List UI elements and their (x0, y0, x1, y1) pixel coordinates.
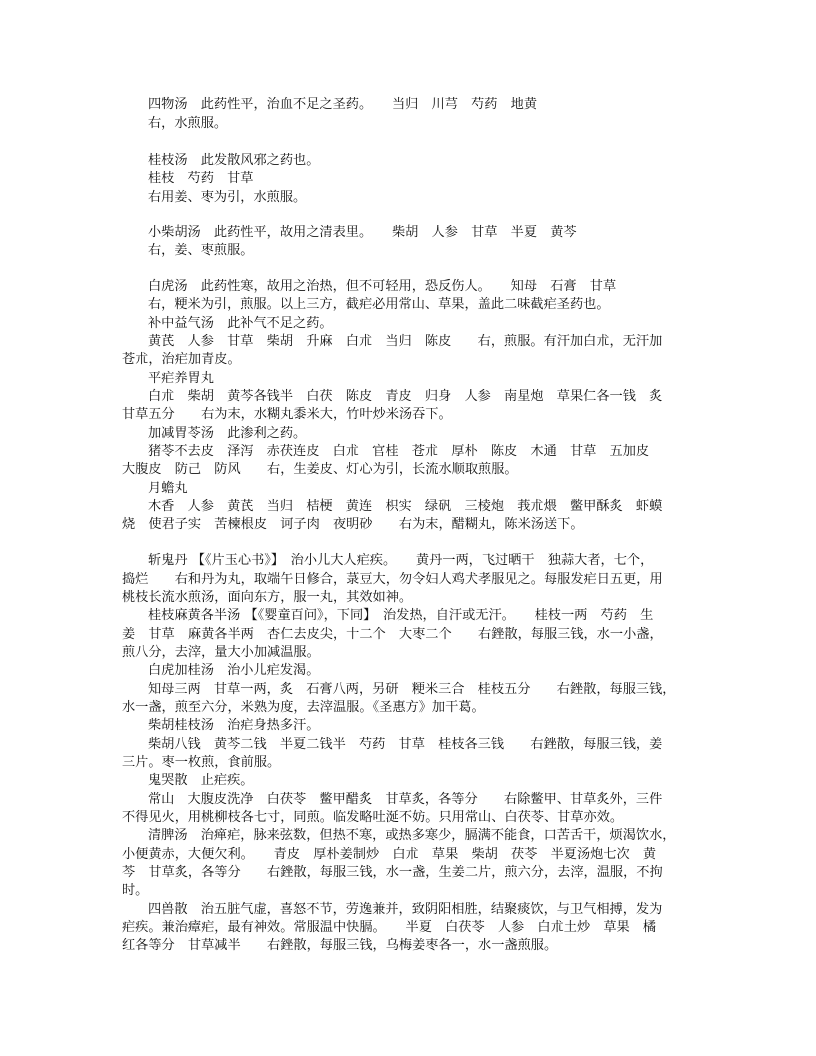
text-line: 木香 人参 黄芪 当归 桔梗 黄连 枳实 绿矾 三棱炮 莪朮煨 鳖甲酥炙 虾蟆 (148, 499, 663, 514)
text-line: 三片。枣一枚煎，食前服。 (122, 755, 281, 770)
text-line: 小便黄赤，大便欠利。 青皮 厚朴姜制炒 白朮 草果 柴胡 茯苓 半夏汤炮七次 黄 (122, 847, 657, 862)
text-line: 黄芪 人参 甘草 柴胡 升麻 白朮 当归 陈皮 右，煎服。有汗加白朮，无汗加 (148, 334, 663, 349)
text-line: 桂枝麻黄各半汤 【《婴童百问》，下同】 治发热，自汗或无汗。 桂枝一两 芍药 生 (148, 608, 654, 623)
text-line: 右，姜、枣煎服。 (148, 243, 254, 258)
text-line: 大腹皮 防己 防风 右，生姜皮、灯心为引，长流水顺取煎服。 (122, 462, 518, 477)
text-line: 白虎汤 此药性寒，故用之治热，但不可轻用，恐反伤人。 知母 石膏 甘草 (148, 279, 617, 294)
text-line: 柴胡桂枝汤 治疟身热多汗。 (148, 718, 320, 733)
text-line: 苍朮，治疟加青皮。 (122, 352, 241, 367)
text-line: 平疟养胃丸 (148, 371, 214, 386)
text-line: 时。 (122, 883, 149, 898)
text-line: 右，水煎服。 (148, 116, 228, 131)
text-line: 右，粳米为引，煎服。以上三方，截疟必用常山、草果，盖此二味截疟圣药也。 (148, 297, 610, 312)
text-line: 白朮 柴胡 黄芩各钱半 白茯 陈皮 青皮 归身 人参 南星炮 草果仁各一钱 炙 (148, 389, 663, 404)
text-line: 甘草五分 右为末，水糊丸黍米大，竹叶炒米汤吞下。 (122, 407, 452, 422)
text-line: 鬼哭散 止疟疾。 (148, 773, 254, 788)
text-line: 清脾汤 治瘅疟，脉来弦数，但热不寒，或热多寒少，膈满不能食，口苦舌干，烦渴饮水， (148, 828, 676, 843)
text-line: 补中益气汤 此补气不足之药。 (148, 316, 333, 331)
text-line: 加减胃苓汤 此渗利之药。 (148, 426, 307, 441)
text-line: 猪苓不去皮 泽泻 赤茯连皮 白朮 官桂 苍朮 厚朴 陈皮 木通 甘草 五加皮 (148, 444, 650, 459)
text-line: 知母三两 甘草一两，炙 石膏八两，另研 粳米三合 桂枝五分 右銼散，每服三钱， (148, 682, 676, 697)
text-line: 白虎加桂汤 治小儿疟发渴。 (148, 663, 320, 678)
text-line: 月蟾丸 (148, 481, 188, 496)
text-line: 桂枝汤 此发散风邪之药也。 (148, 153, 320, 168)
text-line: 捣烂 右和丹为丸，取端午日修合，菉豆大，勿令妇人鸡犬孝服见之。每服发疟日五更，用 (122, 572, 663, 587)
text-line: 烧 使君子实 苦楝根皮 诃子肉 夜明砂 右为末，醋糊丸，陈米汤送下。 (122, 517, 584, 532)
text-line: 斩鬼丹 【《片玉心书》】 治小儿大人疟疾。 黄丹一两，飞过晒干 独蒜大者，七个， (148, 553, 654, 568)
text-line: 桂枝 芍药 甘草 (148, 171, 254, 186)
text-line: 桃枝长流水煎汤，面向东方，服一丸，其效如神。 (122, 590, 413, 605)
text-line: 右用姜、枣为引，水煎服。 (148, 190, 307, 205)
text-line: 疟疾。兼治瘴疟，最有神效。常服温中快膈。 半夏 白茯苓 人参 白朮土炒 草果 橘 (122, 920, 657, 935)
text-line: 四物汤 此药性平，治血不足之圣药。 当归 川芎 芍药 地黄 (148, 97, 538, 112)
text-line: 柴胡八钱 黄芩二钱 半夏二钱半 芍药 甘草 桂枝各三钱 右銼散，每服三钱，姜 (148, 737, 663, 752)
text-line: 煎八分，去滓，量大小加减温服。 (122, 645, 320, 660)
text-line: 常山 大腹皮洗净 白茯苓 鳖甲醋炙 甘草炙，各等分 右除鳖甲、甘草炙外，三件 (148, 792, 663, 807)
text-line: 姜 甘草 麻黄各半两 杏仁去皮尖，十二个 大枣二个 右銼散，每服三钱，水一小盏， (122, 627, 663, 642)
text-line: 芩 甘草炙，各等分 右銼散，每服三钱，水一盏，生姜二片，煎六分，去滓，温服，不拘 (122, 865, 663, 880)
text-line: 水一盏，煎至六分，米熟为度，去滓温服。《圣惠方》加干葛。 (122, 700, 485, 715)
text-line: 四兽散 治五脏气虚，喜怒不节，劳逸兼并，致阴阳相胜，结聚痰饮，与卫气相搏，发为 (148, 902, 663, 917)
text-line: 不得见火，用桃柳枝各七寸，同煎。临发略吐涎不妨。只用常山、白茯苓、甘草亦效。 (122, 810, 624, 825)
text-line: 小柴胡汤 此药性平，故用之清表里。 柴胡 人参 甘草 半夏 黄芩 (148, 225, 577, 240)
text-line: 红各等分 甘草减半 右銼散，每服三钱，乌梅姜枣各一，水一盏煎服。 (122, 938, 558, 953)
